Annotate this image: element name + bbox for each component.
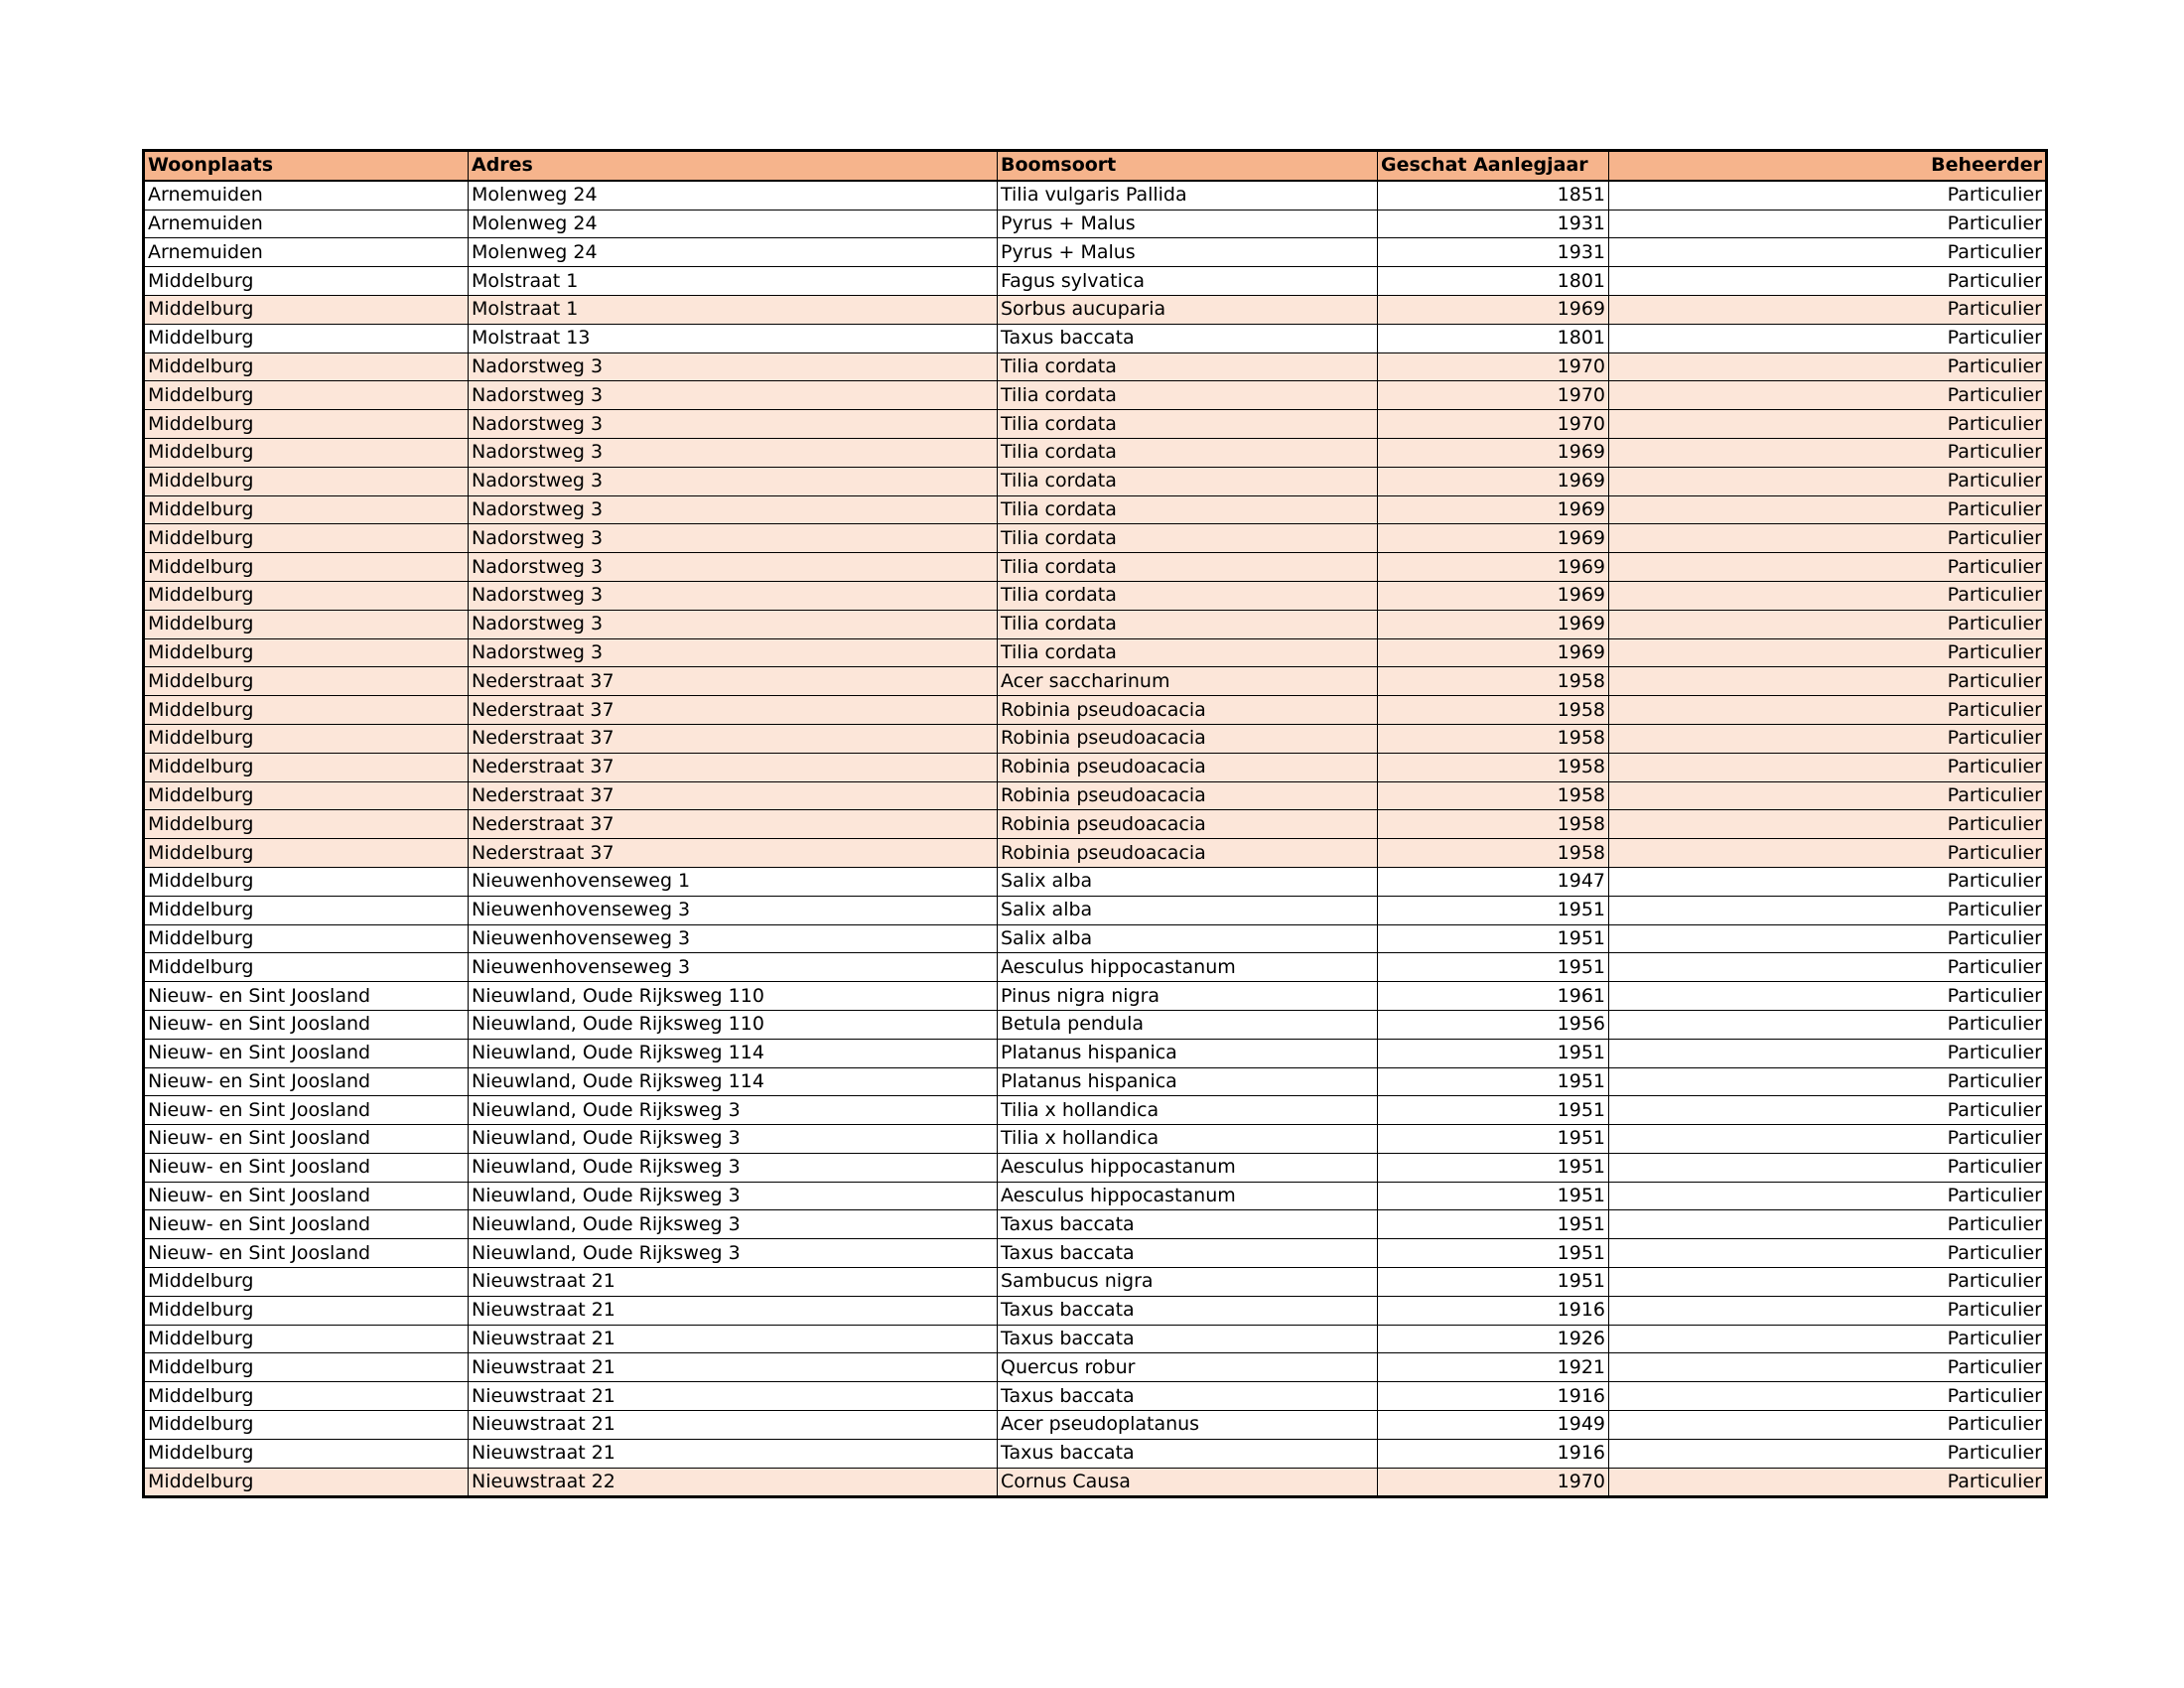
cell-beheerder: Particulier <box>1609 724 2047 753</box>
cell-aanlegjaar: 1951 <box>1378 896 1609 924</box>
cell-woonplaats: Nieuw- en Sint Joosland <box>144 982 469 1011</box>
table-row <box>144 1125 2047 1154</box>
cell-adres: Nadorstweg 3 <box>469 467 998 495</box>
table-row <box>144 1296 2047 1325</box>
cell-boomsoort: Salix alba <box>998 867 1378 896</box>
cell-adres: Nieuwenhovenseweg 3 <box>469 896 998 924</box>
cell-adres: Molstraat 1 <box>469 267 998 296</box>
cell-beheerder: Particulier <box>1609 1411 2047 1440</box>
cell-aanlegjaar: 1851 <box>1378 181 1609 210</box>
table-row <box>144 181 2047 210</box>
table-row <box>144 982 2047 1011</box>
cell-boomsoort: Taxus baccata <box>998 1439 1378 1468</box>
cell-aanlegjaar: 1958 <box>1378 781 1609 810</box>
table-row <box>144 352 2047 381</box>
cell-boomsoort: Aesculus hippocastanum <box>998 953 1378 982</box>
cell-aanlegjaar: 1951 <box>1378 1239 1609 1268</box>
cell-beheerder: Particulier <box>1609 638 2047 667</box>
cell-adres: Nieuwstraat 21 <box>469 1411 998 1440</box>
cell-boomsoort: Robinia pseudoacacia <box>998 724 1378 753</box>
cell-beheerder: Particulier <box>1609 924 2047 953</box>
cell-beheerder: Particulier <box>1609 1382 2047 1411</box>
cell-boomsoort: Tilia cordata <box>998 352 1378 381</box>
cell-adres: Nederstraat 37 <box>469 667 998 696</box>
cell-woonplaats: Middelburg <box>144 1411 469 1440</box>
cell-adres: Nieuwland, Oude Rijksweg 114 <box>469 1067 998 1096</box>
cell-adres: Nieuwstraat 21 <box>469 1325 998 1353</box>
cell-aanlegjaar: 1970 <box>1378 1468 1609 1497</box>
cell-aanlegjaar: 1969 <box>1378 295 1609 324</box>
tree-register-table <box>142 149 2048 1498</box>
cell-beheerder: Particulier <box>1609 953 2047 982</box>
cell-adres: Nieuwland, Oude Rijksweg 3 <box>469 1182 998 1210</box>
cell-beheerder: Particulier <box>1609 553 2047 582</box>
cell-aanlegjaar: 1961 <box>1378 982 1609 1011</box>
cell-adres: Nieuwland, Oude Rijksweg 3 <box>469 1125 998 1154</box>
header-row <box>144 151 2047 181</box>
table-row <box>144 467 2047 495</box>
table-row <box>144 381 2047 410</box>
cell-boomsoort: Taxus baccata <box>998 1210 1378 1239</box>
table-row <box>144 1411 2047 1440</box>
table-row <box>144 753 2047 781</box>
cell-boomsoort: Pyrus + Malus <box>998 210 1378 238</box>
cell-boomsoort: Betula pendula <box>998 1010 1378 1039</box>
column-header-beheerder: Beheerder <box>1609 151 2047 181</box>
cell-woonplaats: Middelburg <box>144 610 469 638</box>
table-row <box>144 324 2047 352</box>
cell-beheerder: Particulier <box>1609 1067 2047 1096</box>
cell-beheerder: Particulier <box>1609 1325 2047 1353</box>
cell-boomsoort: Tilia cordata <box>998 438 1378 467</box>
table-row <box>144 524 2047 553</box>
cell-boomsoort: Tilia x hollandica <box>998 1096 1378 1125</box>
cell-boomsoort: Taxus baccata <box>998 1382 1378 1411</box>
cell-woonplaats: Middelburg <box>144 553 469 582</box>
cell-adres: Nederstraat 37 <box>469 781 998 810</box>
table-row <box>144 1096 2047 1125</box>
cell-woonplaats: Middelburg <box>144 267 469 296</box>
cell-beheerder: Particulier <box>1609 1468 2047 1497</box>
table-row <box>144 696 2047 725</box>
cell-boomsoort: Tilia x hollandica <box>998 1125 1378 1154</box>
cell-woonplaats: Middelburg <box>144 438 469 467</box>
cell-beheerder: Particulier <box>1609 581 2047 610</box>
cell-aanlegjaar: 1931 <box>1378 210 1609 238</box>
cell-beheerder: Particulier <box>1609 410 2047 439</box>
cell-woonplaats: Nieuw- en Sint Joosland <box>144 1010 469 1039</box>
cell-woonplaats: Middelburg <box>144 667 469 696</box>
cell-aanlegjaar: 1951 <box>1378 1153 1609 1182</box>
cell-woonplaats: Nieuw- en Sint Joosland <box>144 1096 469 1125</box>
cell-beheerder: Particulier <box>1609 1010 2047 1039</box>
cell-woonplaats: Nieuw- en Sint Joosland <box>144 1067 469 1096</box>
table-row <box>144 1210 2047 1239</box>
cell-boomsoort: Salix alba <box>998 924 1378 953</box>
cell-beheerder: Particulier <box>1609 1296 2047 1325</box>
cell-woonplaats: Middelburg <box>144 781 469 810</box>
cell-boomsoort: Tilia cordata <box>998 638 1378 667</box>
cell-aanlegjaar: 1969 <box>1378 524 1609 553</box>
cell-adres: Nieuwstraat 21 <box>469 1296 998 1325</box>
cell-adres: Nieuwenhovenseweg 1 <box>469 867 998 896</box>
cell-aanlegjaar: 1916 <box>1378 1296 1609 1325</box>
cell-adres: Nieuwland, Oude Rijksweg 110 <box>469 1010 998 1039</box>
cell-boomsoort: Taxus baccata <box>998 324 1378 352</box>
cell-adres: Nadorstweg 3 <box>469 581 998 610</box>
cell-aanlegjaar: 1951 <box>1378 1125 1609 1154</box>
table-row <box>144 867 2047 896</box>
cell-boomsoort: Taxus baccata <box>998 1325 1378 1353</box>
cell-woonplaats: Middelburg <box>144 1325 469 1353</box>
cell-adres: Nieuwland, Oude Rijksweg 110 <box>469 982 998 1011</box>
cell-aanlegjaar: 1916 <box>1378 1439 1609 1468</box>
cell-adres: Nadorstweg 3 <box>469 495 998 524</box>
table-row <box>144 1039 2047 1067</box>
cell-beheerder: Particulier <box>1609 696 2047 725</box>
cell-woonplaats: Middelburg <box>144 696 469 725</box>
cell-boomsoort: Platanus hispanica <box>998 1067 1378 1096</box>
table-row <box>144 896 2047 924</box>
cell-beheerder: Particulier <box>1609 1182 2047 1210</box>
cell-aanlegjaar: 1969 <box>1378 438 1609 467</box>
table-row <box>144 267 2047 296</box>
cell-boomsoort: Pinus nigra nigra <box>998 982 1378 1011</box>
cell-boomsoort: Fagus sylvatica <box>998 267 1378 296</box>
table-row <box>144 238 2047 267</box>
table-row <box>144 1468 2047 1497</box>
cell-aanlegjaar: 1969 <box>1378 638 1609 667</box>
cell-woonplaats: Middelburg <box>144 867 469 896</box>
cell-aanlegjaar: 1958 <box>1378 696 1609 725</box>
cell-woonplaats: Middelburg <box>144 352 469 381</box>
cell-woonplaats: Middelburg <box>144 638 469 667</box>
cell-boomsoort: Robinia pseudoacacia <box>998 839 1378 868</box>
table-row <box>144 1239 2047 1268</box>
cell-adres: Nadorstweg 3 <box>469 553 998 582</box>
table-body <box>144 181 2047 1497</box>
cell-boomsoort: Aesculus hippocastanum <box>998 1153 1378 1182</box>
cell-adres: Nieuwland, Oude Rijksweg 3 <box>469 1210 998 1239</box>
cell-beheerder: Particulier <box>1609 867 2047 896</box>
cell-beheerder: Particulier <box>1609 1039 2047 1067</box>
cell-boomsoort: Tilia cordata <box>998 495 1378 524</box>
cell-woonplaats: Nieuw- en Sint Joosland <box>144 1182 469 1210</box>
cell-aanlegjaar: 1958 <box>1378 753 1609 781</box>
cell-boomsoort: Acer pseudoplatanus <box>998 1411 1378 1440</box>
table-row <box>144 581 2047 610</box>
cell-aanlegjaar: 1951 <box>1378 1096 1609 1125</box>
cell-aanlegjaar: 1958 <box>1378 667 1609 696</box>
cell-adres: Nederstraat 37 <box>469 810 998 839</box>
cell-aanlegjaar: 1970 <box>1378 352 1609 381</box>
cell-boomsoort: Sorbus aucuparia <box>998 295 1378 324</box>
table-row <box>144 1268 2047 1297</box>
cell-woonplaats: Middelburg <box>144 495 469 524</box>
cell-woonplaats: Middelburg <box>144 1296 469 1325</box>
cell-aanlegjaar: 1801 <box>1378 324 1609 352</box>
cell-woonplaats: Middelburg <box>144 839 469 868</box>
cell-boomsoort: Tilia cordata <box>998 610 1378 638</box>
cell-beheerder: Particulier <box>1609 1268 2047 1297</box>
table-row <box>144 953 2047 982</box>
cell-adres: Nieuwstraat 22 <box>469 1468 998 1497</box>
cell-woonplaats: Middelburg <box>144 410 469 439</box>
cell-boomsoort: Pyrus + Malus <box>998 238 1378 267</box>
column-header-boomsoort: Boomsoort <box>998 151 1378 181</box>
cell-boomsoort: Quercus robur <box>998 1353 1378 1382</box>
cell-aanlegjaar: 1969 <box>1378 553 1609 582</box>
table-row <box>144 1353 2047 1382</box>
cell-adres: Nieuwland, Oude Rijksweg 114 <box>469 1039 998 1067</box>
cell-aanlegjaar: 1951 <box>1378 1268 1609 1297</box>
cell-aanlegjaar: 1958 <box>1378 810 1609 839</box>
cell-aanlegjaar: 1970 <box>1378 410 1609 439</box>
cell-boomsoort: Robinia pseudoacacia <box>998 810 1378 839</box>
cell-adres: Nieuwstraat 21 <box>469 1353 998 1382</box>
cell-woonplaats: Middelburg <box>144 1382 469 1411</box>
cell-boomsoort: Salix alba <box>998 896 1378 924</box>
cell-boomsoort: Robinia pseudoacacia <box>998 696 1378 725</box>
cell-boomsoort: Taxus baccata <box>998 1296 1378 1325</box>
cell-adres: Molenweg 24 <box>469 181 998 210</box>
cell-aanlegjaar: 1951 <box>1378 1182 1609 1210</box>
cell-adres: Nadorstweg 3 <box>469 438 998 467</box>
cell-adres: Nieuwenhovenseweg 3 <box>469 924 998 953</box>
cell-woonplaats: Middelburg <box>144 295 469 324</box>
cell-adres: Molstraat 1 <box>469 295 998 324</box>
table-row <box>144 438 2047 467</box>
table-row <box>144 1153 2047 1182</box>
cell-aanlegjaar: 1921 <box>1378 1353 1609 1382</box>
table-row <box>144 1439 2047 1468</box>
cell-beheerder: Particulier <box>1609 610 2047 638</box>
table-row <box>144 410 2047 439</box>
cell-beheerder: Particulier <box>1609 810 2047 839</box>
cell-aanlegjaar: 1951 <box>1378 1039 1609 1067</box>
cell-aanlegjaar: 1949 <box>1378 1411 1609 1440</box>
cell-aanlegjaar: 1969 <box>1378 610 1609 638</box>
table-row <box>144 295 2047 324</box>
cell-woonplaats: Nieuw- en Sint Joosland <box>144 1125 469 1154</box>
cell-woonplaats: Middelburg <box>144 381 469 410</box>
table-row <box>144 781 2047 810</box>
cell-aanlegjaar: 1969 <box>1378 581 1609 610</box>
cell-beheerder: Particulier <box>1609 1239 2047 1268</box>
cell-aanlegjaar: 1947 <box>1378 867 1609 896</box>
column-header-woonplaats: Woonplaats <box>144 151 469 181</box>
cell-adres: Molenweg 24 <box>469 210 998 238</box>
cell-adres: Nieuwstraat 21 <box>469 1439 998 1468</box>
cell-woonplaats: Middelburg <box>144 924 469 953</box>
cell-boomsoort: Aesculus hippocastanum <box>998 1182 1378 1210</box>
cell-aanlegjaar: 1956 <box>1378 1010 1609 1039</box>
cell-adres: Nederstraat 37 <box>469 753 998 781</box>
table-row <box>144 638 2047 667</box>
cell-woonplaats: Middelburg <box>144 896 469 924</box>
table-row <box>144 495 2047 524</box>
cell-woonplaats: Middelburg <box>144 724 469 753</box>
cell-adres: Nederstraat 37 <box>469 839 998 868</box>
table-row <box>144 667 2047 696</box>
table-row <box>144 810 2047 839</box>
cell-aanlegjaar: 1801 <box>1378 267 1609 296</box>
table-row <box>144 924 2047 953</box>
cell-adres: Nadorstweg 3 <box>469 638 998 667</box>
cell-beheerder: Particulier <box>1609 352 2047 381</box>
cell-beheerder: Particulier <box>1609 181 2047 210</box>
table-row <box>144 1010 2047 1039</box>
cell-woonplaats: Middelburg <box>144 324 469 352</box>
cell-beheerder: Particulier <box>1609 753 2047 781</box>
table-row <box>144 839 2047 868</box>
cell-adres: Nadorstweg 3 <box>469 410 998 439</box>
cell-woonplaats: Middelburg <box>144 953 469 982</box>
cell-beheerder: Particulier <box>1609 1210 2047 1239</box>
cell-aanlegjaar: 1931 <box>1378 238 1609 267</box>
cell-woonplaats: Middelburg <box>144 753 469 781</box>
column-header-adres: Adres <box>469 151 998 181</box>
table-row <box>144 210 2047 238</box>
cell-beheerder: Particulier <box>1609 381 2047 410</box>
cell-beheerder: Particulier <box>1609 1439 2047 1468</box>
cell-beheerder: Particulier <box>1609 781 2047 810</box>
cell-boomsoort: Platanus hispanica <box>998 1039 1378 1067</box>
cell-woonplaats: Middelburg <box>144 467 469 495</box>
cell-beheerder: Particulier <box>1609 982 2047 1011</box>
cell-aanlegjaar: 1951 <box>1378 924 1609 953</box>
cell-boomsoort: Tilia cordata <box>998 467 1378 495</box>
cell-adres: Nieuwland, Oude Rijksweg 3 <box>469 1096 998 1125</box>
cell-adres: Nieuwstraat 21 <box>469 1268 998 1297</box>
cell-beheerder: Particulier <box>1609 438 2047 467</box>
cell-boomsoort: Tilia vulgaris Pallida <box>998 181 1378 210</box>
table-row <box>144 610 2047 638</box>
cell-boomsoort: Taxus baccata <box>998 1239 1378 1268</box>
cell-woonplaats: Middelburg <box>144 810 469 839</box>
cell-boomsoort: Robinia pseudoacacia <box>998 781 1378 810</box>
cell-boomsoort: Tilia cordata <box>998 381 1378 410</box>
cell-aanlegjaar: 1969 <box>1378 495 1609 524</box>
cell-aanlegjaar: 1970 <box>1378 381 1609 410</box>
cell-beheerder: Particulier <box>1609 524 2047 553</box>
cell-adres: Nadorstweg 3 <box>469 381 998 410</box>
cell-boomsoort: Tilia cordata <box>998 553 1378 582</box>
cell-boomsoort: Tilia cordata <box>998 524 1378 553</box>
cell-beheerder: Particulier <box>1609 1153 2047 1182</box>
cell-aanlegjaar: 1951 <box>1378 1210 1609 1239</box>
table-row <box>144 1382 2047 1411</box>
table-row <box>144 1325 2047 1353</box>
cell-aanlegjaar: 1958 <box>1378 839 1609 868</box>
cell-beheerder: Particulier <box>1609 467 2047 495</box>
cell-beheerder: Particulier <box>1609 1353 2047 1382</box>
column-header-aanlegjaar: Geschat Aanlegjaar <box>1378 151 1609 181</box>
cell-beheerder: Particulier <box>1609 495 2047 524</box>
cell-woonplaats: Middelburg <box>144 1268 469 1297</box>
table-row <box>144 724 2047 753</box>
cell-adres: Nieuwenhovenseweg 3 <box>469 953 998 982</box>
cell-boomsoort: Tilia cordata <box>998 410 1378 439</box>
cell-aanlegjaar: 1926 <box>1378 1325 1609 1353</box>
cell-woonplaats: Arnemuiden <box>144 181 469 210</box>
cell-adres: Nieuwstraat 21 <box>469 1382 998 1411</box>
cell-adres: Molenweg 24 <box>469 238 998 267</box>
cell-woonplaats: Middelburg <box>144 1468 469 1497</box>
cell-woonplaats: Middelburg <box>144 524 469 553</box>
cell-boomsoort: Robinia pseudoacacia <box>998 753 1378 781</box>
cell-boomsoort: Cornus Causa <box>998 1468 1378 1497</box>
cell-beheerder: Particulier <box>1609 839 2047 868</box>
cell-woonplaats: Middelburg <box>144 581 469 610</box>
cell-beheerder: Particulier <box>1609 896 2047 924</box>
cell-beheerder: Particulier <box>1609 210 2047 238</box>
cell-woonplaats: Middelburg <box>144 1439 469 1468</box>
cell-woonplaats: Nieuw- en Sint Joosland <box>144 1210 469 1239</box>
cell-adres: Nederstraat 37 <box>469 724 998 753</box>
cell-boomsoort: Tilia cordata <box>998 581 1378 610</box>
cell-woonplaats: Arnemuiden <box>144 210 469 238</box>
cell-adres: Nadorstweg 3 <box>469 524 998 553</box>
cell-beheerder: Particulier <box>1609 238 2047 267</box>
cell-woonplaats: Nieuw- en Sint Joosland <box>144 1039 469 1067</box>
cell-beheerder: Particulier <box>1609 295 2047 324</box>
cell-beheerder: Particulier <box>1609 267 2047 296</box>
cell-adres: Molstraat 13 <box>469 324 998 352</box>
cell-adres: Nieuwland, Oude Rijksweg 3 <box>469 1153 998 1182</box>
cell-beheerder: Particulier <box>1609 324 2047 352</box>
cell-aanlegjaar: 1951 <box>1378 1067 1609 1096</box>
cell-adres: Nederstraat 37 <box>469 696 998 725</box>
cell-aanlegjaar: 1958 <box>1378 724 1609 753</box>
cell-adres: Nadorstweg 3 <box>469 352 998 381</box>
cell-aanlegjaar: 1916 <box>1378 1382 1609 1411</box>
cell-beheerder: Particulier <box>1609 1096 2047 1125</box>
cell-woonplaats: Nieuw- en Sint Joosland <box>144 1239 469 1268</box>
cell-adres: Nieuwland, Oude Rijksweg 3 <box>469 1239 998 1268</box>
cell-woonplaats: Nieuw- en Sint Joosland <box>144 1153 469 1182</box>
table-row <box>144 1067 2047 1096</box>
cell-aanlegjaar: 1969 <box>1378 467 1609 495</box>
cell-beheerder: Particulier <box>1609 1125 2047 1154</box>
table-row <box>144 553 2047 582</box>
cell-woonplaats: Middelburg <box>144 1353 469 1382</box>
cell-boomsoort: Sambucus nigra <box>998 1268 1378 1297</box>
table-row <box>144 1182 2047 1210</box>
cell-woonplaats: Arnemuiden <box>144 238 469 267</box>
cell-adres: Nadorstweg 3 <box>469 610 998 638</box>
cell-aanlegjaar: 1951 <box>1378 953 1609 982</box>
cell-boomsoort: Acer saccharinum <box>998 667 1378 696</box>
cell-beheerder: Particulier <box>1609 667 2047 696</box>
